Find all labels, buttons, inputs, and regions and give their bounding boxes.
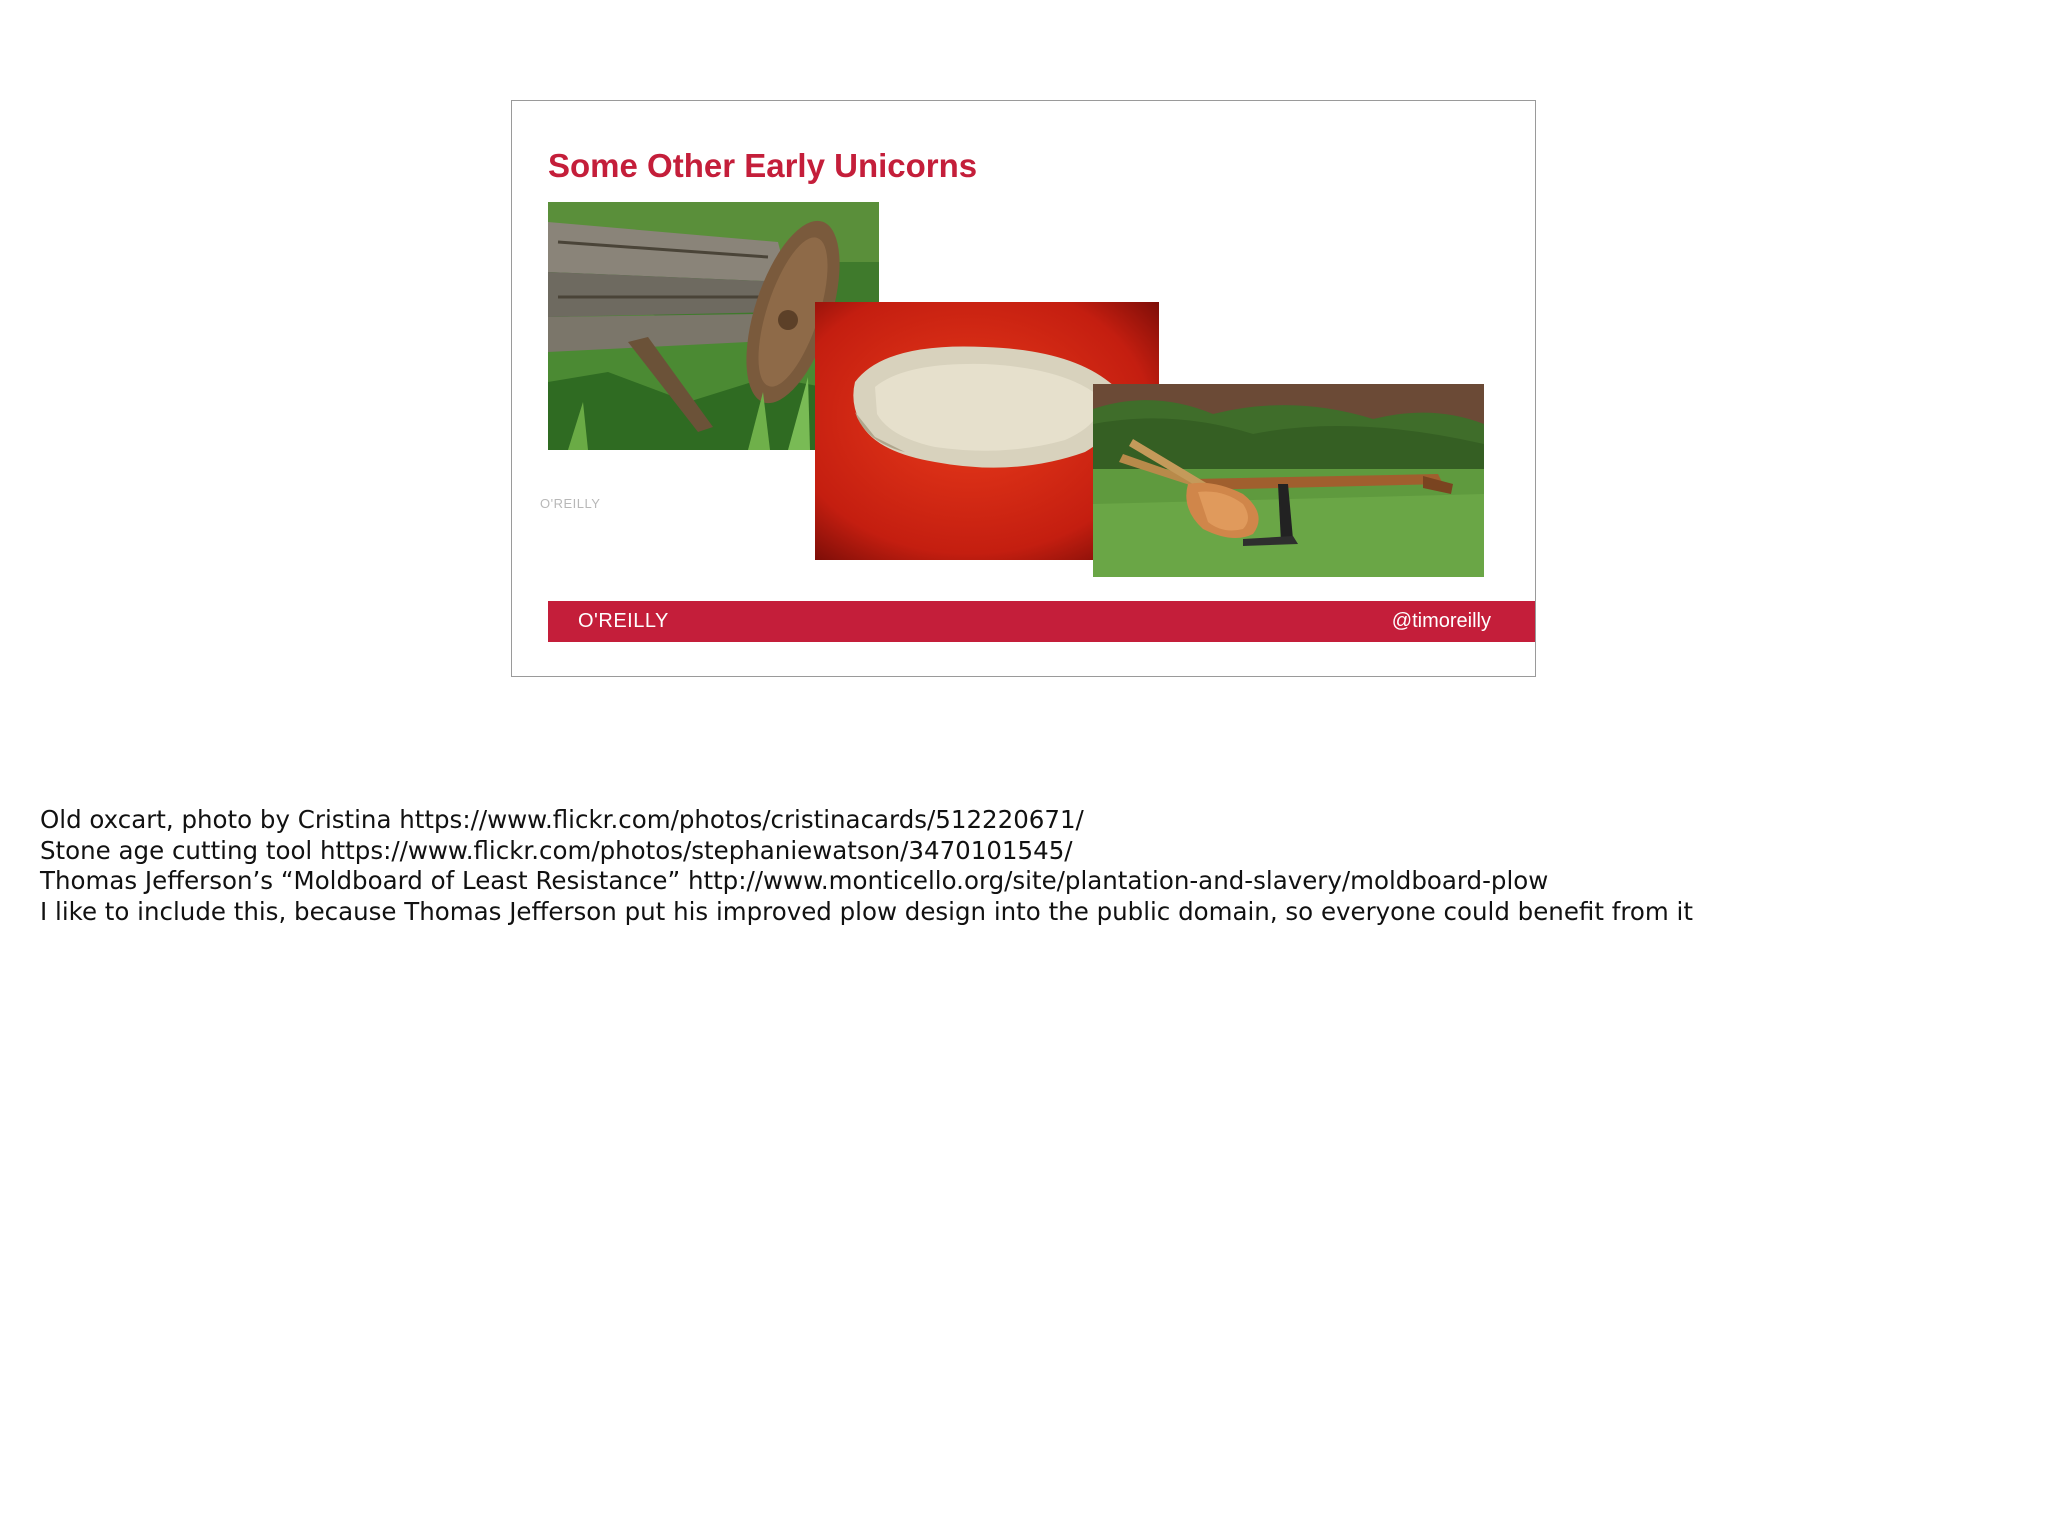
note-line: Thomas Jefferson’s “Moldboard of Least Resistance” http://www.monticello.org/site/plantation-and-slavery/moldboard-plow xyxy=(40,866,1549,895)
oreilly-logo: O'REILLY xyxy=(578,610,669,632)
note-line: I like to include this, because Thomas Jefferson put his improved plow design into the public domain, so everyone could benefit from it xyxy=(40,896,1693,926)
faint-oreilly-logo: O'REILLY xyxy=(540,496,601,511)
twitter-handle: @timoreilly xyxy=(1391,610,1491,632)
footer-bar xyxy=(548,601,1536,642)
slide-title: Some Other Early Unicorns xyxy=(548,147,978,184)
note-line: Old oxcart, photo by Cristina https://www.flickr.com/photos/cristinacards/512220671/ xyxy=(40,805,1084,834)
speaker-notes xyxy=(40,805,2020,927)
slide xyxy=(511,100,1536,677)
note-line: Stone age cutting tool https://www.flickr.com/photos/stephaniewatson/3470101545/ xyxy=(40,835,1073,865)
plow-photo xyxy=(1093,384,1484,577)
